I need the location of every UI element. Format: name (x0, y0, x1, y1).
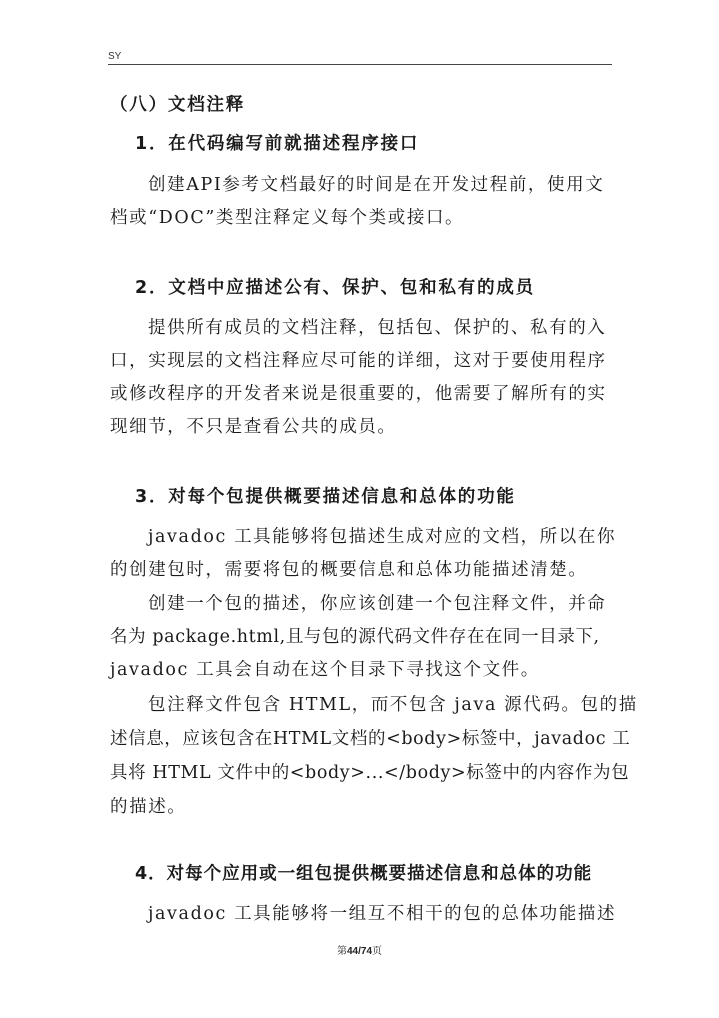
subsection-1-line-1: 创建API参考文档最好的时间是在开发过程前，使用文 (148, 175, 605, 195)
subsection-4-heading: 4．对每个应用或一组包提供概要描述信息和总体的功能 (135, 864, 593, 884)
subsection-3-line-9: 的描述。 (110, 797, 187, 817)
subsection-2-line-3: 或修改程序的开发者来说是很重要的，他需要了解所有的实 (110, 384, 607, 404)
header-mark: SY (108, 51, 122, 62)
footer-suffix: 页 (372, 946, 383, 957)
subsection-1-line-2: 档或“DOC”类型注释定义每个类或接口。 (110, 208, 465, 228)
page-number: 44/74 (346, 946, 373, 957)
subsection-4-line-1: javadoc 工具能够将一组互不相干的包的总体功能描述 (148, 904, 617, 924)
subsection-3-line-2: 的创建包时，需要将包的概要信息和总体功能描述清楚。 (110, 560, 588, 580)
page-footer (0, 942, 719, 957)
subsection-2-line-1: 提供所有成员的文档注释，包括包、保护的、私有的入 (148, 318, 607, 338)
footer-prefix: 第 (336, 946, 347, 957)
subsection-2-line-2: 口，实现层的文档注释应尽可能的详细，这对于要使用程序 (110, 351, 607, 371)
subsection-3-line-6: 包注释文件包含 HTML，而不包含 java 源代码。包的描 (148, 695, 638, 715)
subsection-3-line-7: 述信息，应该包含在HTML文档的<body>标签中，javadoc 工 (110, 729, 631, 749)
subsection-3-heading: 3．对每个包提供概要描述信息和总体的功能 (135, 487, 516, 507)
subsection-3-line-3: 创建一个包的描述，你应该创建一个包注释文件，并命 (148, 594, 607, 614)
subsection-3-line-8: 具将 HTML 文件中的<body>...</body>标签中的内容作为包 (110, 763, 630, 783)
subsection-3-line-5: javadoc 工具会自动在这个目录下寻找这个文件。 (110, 660, 540, 680)
subsection-3-line-4: 名为 package.html,且与包的源代码文件存在在同一目录下, (110, 627, 600, 647)
header-rule (108, 64, 612, 65)
subsection-2-line-4: 现细节，不只是查看公共的成员。 (110, 417, 397, 437)
subsection-1-heading: 1．在代码编写前就描述程序接口 (135, 134, 420, 154)
section-title: （八）文档注释 (110, 95, 246, 115)
subsection-2-heading: 2．文档中应描述公有、保护、包和私有的成员 (135, 278, 535, 298)
subsection-3-line-1: javadoc 工具能够将包描述生成对应的文档，所以在你 (148, 527, 617, 547)
